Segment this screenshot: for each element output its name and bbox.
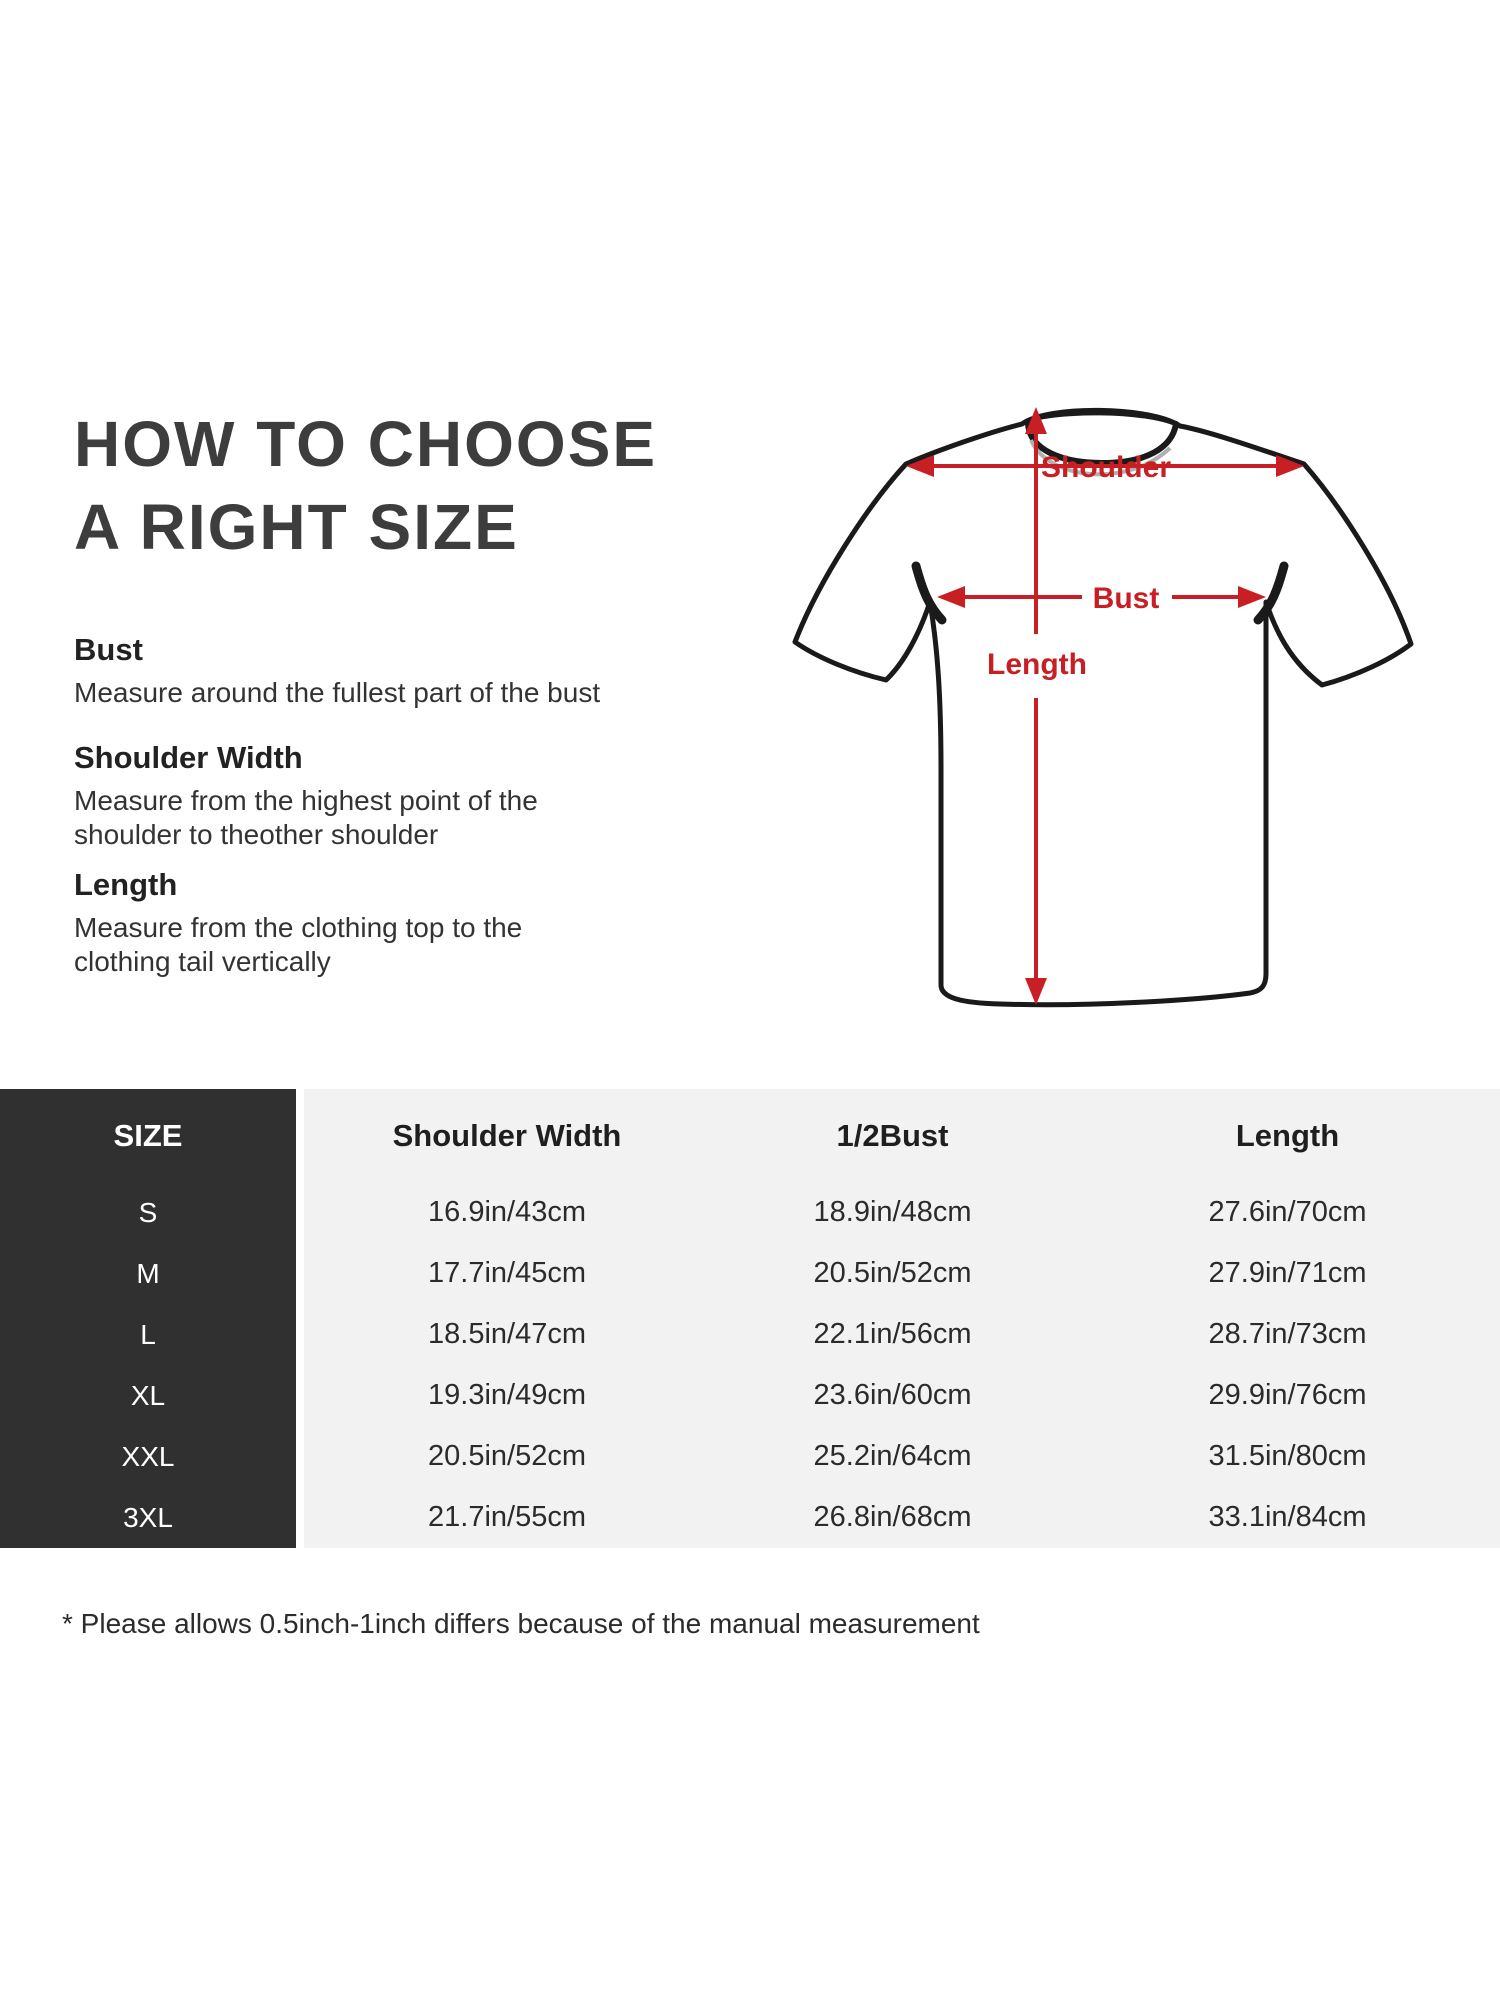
shoulder-value: 17.7in/45cm (304, 1243, 710, 1304)
bust-value: 26.8in/68cm (710, 1487, 1075, 1548)
table-row (0, 1304, 1500, 1365)
table-row (0, 1426, 1500, 1487)
length-value: 29.9in/76cm (1075, 1365, 1500, 1426)
measurement-disclaimer: * Please allows 0.5inch-1inch differs because of the manual measurement (62, 1608, 980, 1639)
page-title-line1: HOW TO CHOOSE (74, 408, 658, 480)
page-title-line2: A RIGHT SIZE (74, 491, 519, 563)
size-label: XXL (0, 1426, 296, 1487)
instruction-shoulder-desc-line2: shoulder to theother shoulder (74, 819, 439, 850)
instruction-length (74, 867, 522, 979)
instruction-shoulder-desc-line1: Measure from the highest point of the (74, 785, 538, 816)
bust-value: 20.5in/52cm (710, 1243, 1075, 1304)
shoulder-measure-label: Shoulder (1040, 451, 1172, 484)
bust-measure-label: Bust (1092, 582, 1160, 615)
bust-value: 23.6in/60cm (710, 1365, 1075, 1426)
bust-value: 18.9in/48cm (710, 1182, 1075, 1243)
length-value: 28.7in/73cm (1075, 1304, 1500, 1365)
size-table-header-row (0, 1089, 1500, 1182)
instruction-length-heading: Length (74, 867, 178, 902)
instruction-length-desc-line2: clothing tail vertically (74, 946, 331, 977)
bust-value: 22.1in/56cm (710, 1304, 1075, 1365)
size-label: S (0, 1182, 296, 1243)
instruction-length-desc-line1: Measure from the clothing top to the (74, 912, 523, 943)
instruction-bust-desc: Measure around the fullest part of the bust (74, 677, 601, 708)
column-header-length: Length (1075, 1089, 1500, 1182)
tshirt-measurement-diagram (760, 385, 1450, 1035)
size-table (0, 1089, 1500, 1548)
size-label: M (0, 1243, 296, 1304)
length-value: 33.1in/84cm (1075, 1487, 1500, 1548)
length-value: 31.5in/80cm (1075, 1426, 1500, 1487)
instruction-bust-heading: Bust (74, 632, 143, 667)
length-measure-label: Length (987, 648, 1087, 681)
size-label: L (0, 1304, 296, 1365)
column-header-half-bust: 1/2Bust (710, 1089, 1075, 1182)
shoulder-value: 20.5in/52cm (304, 1426, 710, 1487)
shoulder-value: 18.5in/47cm (304, 1304, 710, 1365)
shoulder-value: 16.9in/43cm (304, 1182, 710, 1243)
table-row (0, 1487, 1500, 1548)
length-value: 27.9in/71cm (1075, 1243, 1500, 1304)
bust-value: 25.2in/64cm (710, 1426, 1075, 1487)
tshirt-outline-icon (795, 410, 1411, 1004)
instruction-shoulder-width (74, 740, 538, 852)
page-title (74, 403, 657, 569)
shoulder-value: 19.3in/49cm (304, 1365, 710, 1426)
table-row (0, 1182, 1500, 1243)
table-row (0, 1243, 1500, 1304)
shoulder-value: 21.7in/55cm (304, 1487, 710, 1548)
column-header-size: SIZE (0, 1089, 296, 1182)
size-label: XL (0, 1365, 296, 1426)
size-label: 3XL (0, 1487, 296, 1548)
instruction-shoulder-heading: Shoulder Width (74, 740, 303, 775)
length-value: 27.6in/70cm (1075, 1182, 1500, 1243)
instruction-bust (74, 632, 600, 710)
table-row (0, 1365, 1500, 1426)
column-header-shoulder-width: Shoulder Width (304, 1089, 710, 1182)
